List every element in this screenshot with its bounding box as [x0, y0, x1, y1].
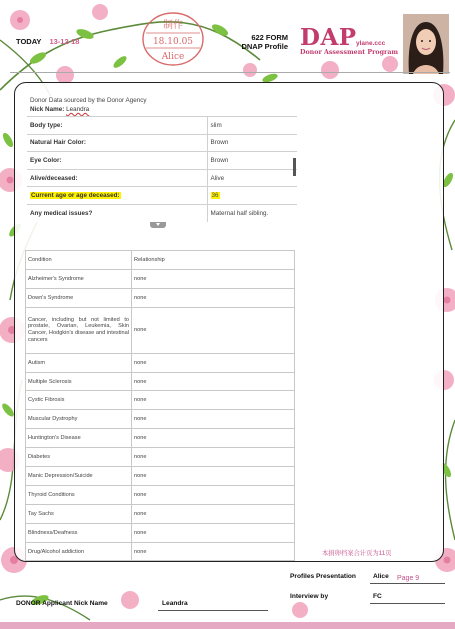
relationship-cell: none: [132, 353, 295, 372]
condition-cell: Diabetes: [26, 448, 132, 467]
medical-conditions-table: [25, 250, 295, 561]
relationship-cell: none: [132, 288, 295, 307]
nick-name-value: Leandra: [66, 106, 90, 113]
attribute-label: Natural Hair Color:: [27, 134, 207, 152]
dap-logo: DAP: [300, 24, 357, 51]
relationship-cell: none: [132, 269, 295, 288]
presentation-value: Alice: [373, 573, 389, 580]
donor-attributes-table: [27, 116, 297, 222]
table-row: [26, 448, 295, 467]
table-row: [26, 542, 295, 561]
form-code: 622 FORM: [251, 33, 288, 42]
panel-scrollbar[interactable]: [293, 158, 296, 176]
condition-cell: Huntington's Disease: [26, 429, 132, 448]
attribute-value: Brown: [207, 152, 297, 170]
condition-cell: Drug/Alcohol addiction: [26, 542, 132, 561]
page-number: Page 9: [397, 575, 420, 582]
table-row: [26, 353, 295, 372]
table-row: [27, 134, 297, 152]
table-row: [26, 523, 295, 542]
table-row: [27, 152, 297, 170]
condition-cell: Muscular Dystrophy: [26, 410, 132, 429]
dap-logo-site: ylane.ccc: [356, 40, 386, 47]
attribute-value: Brown: [207, 134, 297, 152]
today-date: 13-12-18: [49, 37, 80, 46]
presentation-label: Profiles Presentation: [290, 573, 356, 580]
interview-value: FC: [373, 593, 382, 600]
table-row: [26, 410, 295, 429]
applicant-underline: [158, 610, 268, 611]
approval-stamp: [140, 10, 206, 68]
donor-portrait-icon: [403, 14, 449, 74]
table-row: [26, 307, 295, 353]
attribute-value: slim: [207, 117, 297, 135]
interview-underline: [370, 603, 445, 604]
table-row: [26, 504, 295, 523]
condition-cell: Cystic Fibrosis: [26, 391, 132, 410]
table-row: [26, 485, 295, 504]
attribute-value: [207, 187, 297, 205]
table-row: [26, 372, 295, 391]
relationship-cell: none: [132, 448, 295, 467]
table-header-row: [26, 251, 295, 270]
relationship-cell: none: [132, 307, 295, 353]
column-header-condition: Condition: [26, 251, 132, 270]
table-row: [26, 288, 295, 307]
relationship-cell: none: [132, 429, 295, 448]
condition-cell: Autism: [26, 353, 132, 372]
relationship-cell: none: [132, 372, 295, 391]
table-row: [27, 204, 297, 222]
source-note: Donor Data sourced by the Donor Agency: [30, 97, 147, 104]
donor-data-panel: [27, 96, 297, 222]
condition-cell: Multiple Sclerosis: [26, 372, 132, 391]
relationship-cell: none: [132, 391, 295, 410]
relationship-cell: none: [132, 542, 295, 561]
table-row: [26, 429, 295, 448]
attribute-label: [27, 187, 207, 205]
condition-cell: Thyroid Conditions: [26, 485, 132, 504]
highlighted-value: 36: [211, 192, 219, 200]
attribute-label: Body type:: [27, 117, 207, 135]
condition-cell: Down's Syndrome: [26, 288, 132, 307]
today-field: [16, 37, 79, 46]
column-header-relationship: Relationship: [132, 251, 295, 270]
table-row: [27, 187, 297, 205]
relationship-cell: none: [132, 410, 295, 429]
stamp-name-text: Alice: [161, 52, 185, 62]
table-row: [26, 467, 295, 486]
presentation-underline: [370, 583, 445, 584]
condition-cell: Tay Sachs: [26, 504, 132, 523]
collapse-tab-chevron-icon[interactable]: [150, 222, 166, 228]
condition-cell: Blindness/Deafness: [26, 523, 132, 542]
table-row: [27, 117, 297, 135]
attribute-value: Maternal half sibling.: [207, 204, 297, 222]
table-row: [27, 169, 297, 187]
bottom-border: [0, 622, 455, 629]
dap-tagline: Donor Assessment Program: [300, 49, 399, 56]
table-row: [26, 391, 295, 410]
relationship-cell: none: [132, 504, 295, 523]
today-label: TODAY: [16, 37, 42, 46]
form-name: DNAP Profile: [241, 42, 288, 51]
attribute-label: Any medical issues?: [27, 204, 207, 222]
interview-label: Interview by: [290, 593, 329, 600]
attribute-value: Alive: [207, 169, 297, 187]
table-row: [26, 269, 295, 288]
applicant-label: DONOR Applicant Nick Name: [16, 600, 108, 607]
condition-cell: Manic Depression/Suicide: [26, 467, 132, 486]
nick-name-label: Nick Name:: [30, 106, 65, 113]
relationship-cell: none: [132, 467, 295, 486]
condition-cell: Cancer, including but not limited to prostate, Ovarian, Leukemia, Skin Cancer, Hodgkin's disease and intestinal cancers: [26, 307, 132, 353]
condition-cell: Alzheimer's Syndrome: [26, 269, 132, 288]
stamp-date-text: 18.10.05: [152, 37, 194, 47]
donor-photo: [403, 14, 449, 74]
total-pages-note: 本捐卵档案合计页为11页: [322, 550, 392, 557]
nick-name-line: [30, 106, 89, 113]
stamp-top-text: 制作: [163, 20, 183, 31]
attribute-label: Alive/deceased:: [27, 169, 207, 187]
header-divider: [10, 72, 450, 73]
attribute-label: Eye Color:: [27, 152, 207, 170]
relationship-cell: none: [132, 485, 295, 504]
applicant-value: Leandra: [162, 600, 188, 607]
relationship-cell: none: [132, 523, 295, 542]
form-title: [230, 33, 288, 51]
highlighted-label: Current age or age deceased:: [31, 192, 120, 200]
